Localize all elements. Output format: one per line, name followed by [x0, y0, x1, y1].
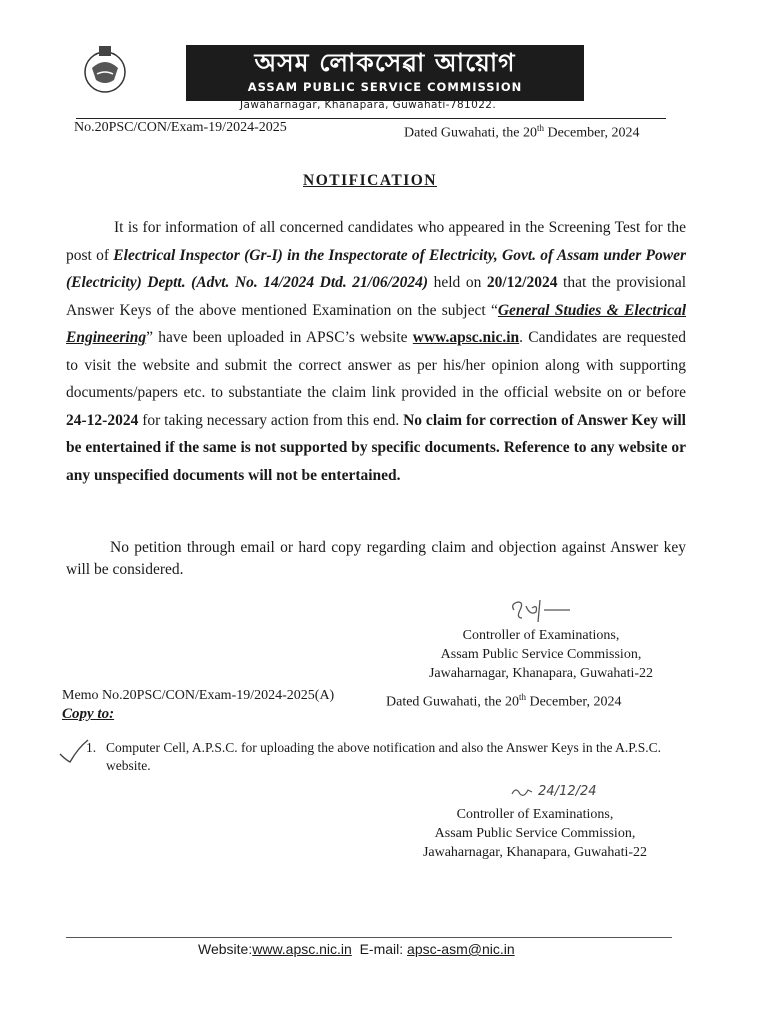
- warning-text: No claim for correction of Answer Key will be entertained if the same is not supported by specific documents. Reference to any website or any unspecified documents will not be entertained.: [66, 411, 686, 484]
- exam-date: 20/12/2024: [486, 274, 558, 291]
- copy-to-heading: Copy to:: [62, 706, 115, 722]
- footer-website-link[interactable]: www.apsc.nic.in: [252, 941, 352, 957]
- website-link[interactable]: www.apsc.nic.in: [412, 329, 520, 346]
- commission-address: Jawaharnagar, Khanapara, Guwahati-781022.: [240, 99, 497, 111]
- signature-scribble: [508, 596, 578, 626]
- commission-name-bengali: অসম লোকসেৱা আয়োগ: [254, 48, 516, 77]
- memo-number: Memo No.20PSC/CON/Exam-19/2024-2025(A): [62, 688, 335, 703]
- commission-name-english: ASSAM PUBLIC SERVICE COMMISSION: [247, 80, 523, 94]
- header-divider: [76, 118, 666, 119]
- reference-number: No.20PSC/CON/Exam-19/2024-2025: [74, 120, 287, 135]
- memo-date: Dated Guwahati, the 20th December, 2024: [386, 692, 622, 710]
- post-name: Electrical Inspector (Gr-I) in the Inspectorate of Electricity, Govt. of Assam under Power (Electricity) Deptt. (Advt. No. 14/2024 Dtd. 21/06/2024): [66, 246, 687, 291]
- footer-email-link[interactable]: apsc-asm@nic.in: [407, 941, 515, 957]
- petition-paragraph: No petition through email or hard copy regarding claim and objection against Answer key will be considered.: [66, 539, 686, 578]
- page-title: NOTIFICATION: [303, 172, 437, 189]
- state-emblem: [80, 42, 130, 94]
- notification-paragraph: It is for information of all concerned candidates who appeared in the Screening Test for the post of Electrical Inspector (Gr-I) in the Inspectorate of Electricity, Govt. of Assam under Power (Electricity) Deptt. (Advt. No. 14/2024 Dtd. 21/06/2024) held on 20/12/2024 that the provisional Answer Keys of the above mentioned Examination on the subject “General Studies & Electrical Engineering” have been uploaded in APSC’s website www.apsc.nic.in. Candidates are requested to visit the website and submit the correct answer as per his/her opinion along with supporting documents/papers etc. to substantiate the claim link provided in the official website on or before 24-12-2024 for taking necessary action from this end. No claim for correction of Answer Key will be entertained if the same is not supported by specific documents. Reference to any website or any unspecified documents will not be entertained.: [66, 219, 687, 484]
- handwritten-date: 24/12/24: [510, 784, 597, 799]
- reference-date: Dated Guwahati, the 20th December, 2024: [404, 123, 640, 141]
- initial-scribble: [510, 786, 534, 798]
- signature-block: Controller of Examinations, Assam Public Service Commission, Jawaharnagar, Khanapara, Guwahati-22: [428, 628, 654, 681]
- list-item: 1. Computer Cell, A.P.S.C. for uploading the above notification and also the Answer Keys in the A.P.S.C. website.: [86, 740, 661, 773]
- footer-divider: [66, 937, 672, 938]
- commission-banner: [186, 45, 584, 101]
- footer: Website:www.apsc.nic.in E-mail: apsc-asm@nic.in: [198, 941, 515, 957]
- claim-deadline: 24-12-2024: [66, 411, 139, 429]
- exam-subject: General Studies & Electrical Engineering: [66, 301, 687, 346]
- signature-block: Controller of Examinations, Assam Public Service Commission, Jawaharnagar, Khanapara, Guwahati-22: [422, 807, 648, 860]
